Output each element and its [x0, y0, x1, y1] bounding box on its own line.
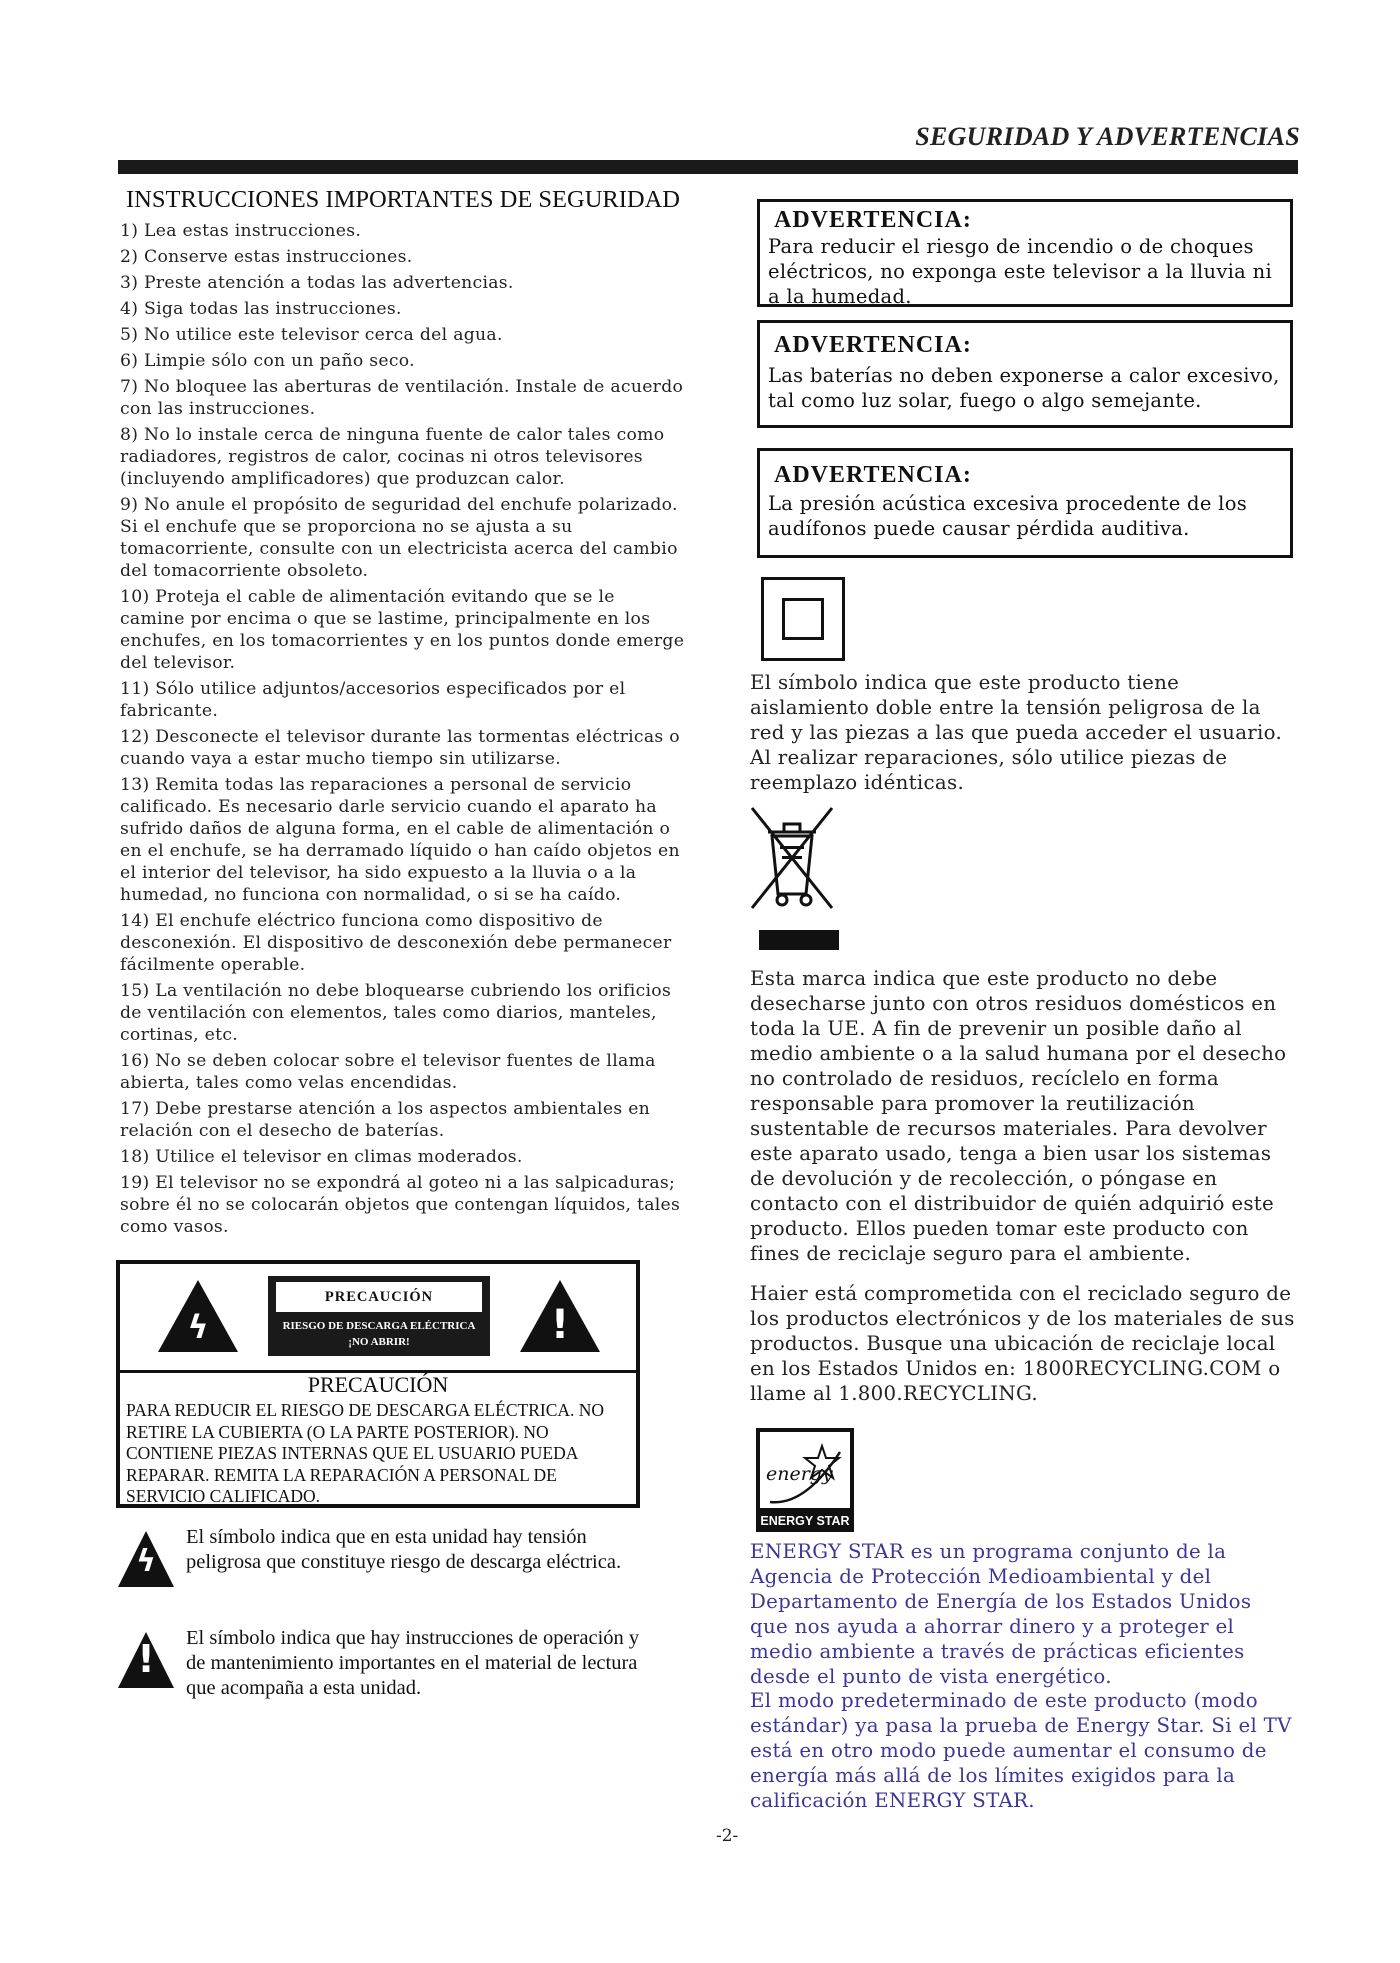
- list-item: 9) No anule el propósito de seguridad del enchufe polarizado. Si el enchufe que se proporciona no se ajusta a su tomacorriente, consulte con un electricista acerca del cambio del tomacorriente obsoleto.: [120, 495, 678, 581]
- warning-title: ADVERTENCIA:: [774, 462, 972, 488]
- lightning-warning-icon: ϟ: [158, 1280, 238, 1352]
- list-item: 7) No bloquee las aberturas de ventilación. Instale de acuerdo con las instrucciones.: [120, 377, 684, 419]
- warning-box-batteries: [757, 320, 1293, 428]
- weee-text: Esta marca indica que este producto no debe desecharse junto con otros residuos domésticos en toda la UE. A fin de prevenir un posible daño al medio ambiente o a la salud humana por el desecho no controlado de residuos, recíclelo en forma responsable para promover la reutilización sustentable de recursos materiales. Para devolver este aparato usado, tenga a bien usar los sistemas de devolución y de recolección, o póngase en contacto con el distribuidor de quién adquirió este producto. Ellos pueden tomar este producto con fines de reciclaje seguro para el ambiente.: [750, 967, 1287, 1265]
- page-header-title: SEGURIDAD Y ADVERTENCIAS: [915, 122, 1300, 151]
- warning-text: Las baterías no deben exponerse a calor excesivo, tal como luz solar, fuego o algo semejante.: [768, 364, 1280, 412]
- lightning-symbol-text: El símbolo indica que en esta unidad hay tensión peligrosa que constituye riesgo de descarga eléctrica.: [186, 1526, 622, 1573]
- warning-text: Para reducir el riesgo de incendio o de choques eléctricos, no exponga este televisor a la lluvia ni a la humedad.: [768, 235, 1273, 308]
- exclamation-warning-icon: !: [118, 1632, 174, 1688]
- warning-title: ADVERTENCIA:: [774, 332, 972, 358]
- bin-underline-bar: [759, 930, 839, 950]
- warning-box-headphones: [757, 448, 1293, 558]
- lightning-symbol-explanation: [118, 1525, 658, 1605]
- list-item: 19) El televisor no se expondrá al goteo ni a las salpicaduras; sobre él no se colocarán objetos que contengan líquidos, tales como vasos.: [120, 1173, 681, 1237]
- exclamation-symbol-explanation: [118, 1626, 658, 1706]
- list-item: 17) Debe prestarse atención a los aspectos ambientales en relación con el desecho de baterías.: [120, 1099, 651, 1141]
- lightning-warning-icon: ϟ: [118, 1531, 174, 1587]
- exclamation-warning-icon: !: [520, 1280, 600, 1352]
- list-item: 13) Remita todas las reparaciones a personal de servicio calificado. Es necesario darle servicio cuando el aparato ha sufrido daños de alguna forma, en el cable de alimentación o en el enchufe, se ha derramado líquido o han caído objetos en el interior del televisor, ha sido expuesto a la lluvia o a la humedad, no funciona con normalidad, o si se ha caído.: [120, 775, 680, 905]
- energy-star-label: ENERGY STAR: [760, 1514, 850, 1528]
- instructions-heading: INSTRUCCIONES IMPORTANTES DE SEGURIDAD: [126, 186, 680, 213]
- caution-label-row: [120, 1264, 636, 1373]
- caution-text: PARA REDUCIR EL RIESGO DE DESCARGA ELÉCTRICA. NO RETIRE LA CUBIERTA (O LA PARTE POSTERIOR). NO CONTIENE PIEZAS INTERNAS QUE EL USUARIO PUEDA REPARAR. REMITA LA REPARACIÓN A PERSONAL DE SERVICIO CALIFICADO.: [126, 1400, 605, 1506]
- warning-box-rain: [757, 199, 1293, 307]
- list-item: 16) No se deben colocar sobre el televisor fuentes de llama abierta, tales como velas encendidas.: [120, 1051, 656, 1093]
- haier-recycling-text: Haier está comprometida con el reciclado seguro de los productos electrónicos y de los materiales de sus productos. Busque una ubicación de reciclaje local en los Estados Unidos en: 1800RECYCLING.COM o llame al 1.800.RECYCLING.: [750, 1282, 1295, 1405]
- caution-label-title: PRECAUCIÓN: [276, 1282, 482, 1312]
- energy-star-icon: [760, 1432, 850, 1508]
- energy-star-logo: [756, 1428, 854, 1532]
- list-item: 11) Sólo utilice adjuntos/accesorios especificados por el fabricante.: [120, 679, 626, 721]
- list-item: 12) Desconecte el televisor durante las tormentas eléctricas o cuando vaya a estar mucho tiempo sin utilizarse.: [120, 727, 680, 769]
- energy-star-text-2: El modo predeterminado de este producto (modo estándar) ya pasa la prueba de Energy Star. Si el TV está en otro modo puede aumentar el consumo de energía más allá de los límites exigidos para la calificación ENERGY STAR.: [750, 1689, 1292, 1812]
- warning-title: ADVERTENCIA:: [774, 207, 972, 233]
- double-insulation-text: El símbolo indica que este producto tiene aislamiento doble entre la tensión peligrosa de la red y las piezas a las que pueda acceder el usuario. Al realizar reparaciones, sólo utilice piezas de reemplazo idénticas.: [750, 671, 1283, 794]
- list-item: 8) No lo instale cerca de ninguna fuente de calor tales como radiadores, registros de calor, cocinas ni otros televisores (incluyendo amplificadores) que produzcan calor.: [120, 425, 665, 489]
- caution-label-subtitle: [268, 1318, 490, 1350]
- caution-heading: PRECAUCIÓN: [307, 1372, 449, 1397]
- warning-text: La presión acústica excesiva procedente de los audífonos puede causar pérdida auditiva.: [768, 492, 1248, 540]
- list-item: 15) La ventilación no debe bloquearse cubriendo los orificios de ventilación con elementos, tales como diarios, manteles, cortinas, etc.: [120, 981, 672, 1045]
- list-item: 3) Preste atención a todas las advertencias.: [120, 273, 514, 293]
- page-number: -2-: [716, 1826, 739, 1846]
- crossed-bin-icon: [748, 806, 836, 910]
- list-item: 18) Utilice el televisor en climas moderados.: [120, 1147, 523, 1167]
- instructions-list: [120, 220, 685, 1238]
- list-item: 1) Lea estas instrucciones.: [120, 221, 362, 241]
- header-rule: [118, 160, 1298, 174]
- caution-label-line1: RIESGO DE DESCARGA ELÉCTRICA: [282, 1320, 476, 1332]
- list-item: 5) No utilice este televisor cerca del agua.: [120, 325, 503, 345]
- caution-label: [268, 1276, 490, 1356]
- caution-box: [116, 1260, 640, 1508]
- list-item: 2) Conserve estas instrucciones.: [120, 247, 413, 267]
- list-item: 14) El enchufe eléctrico funciona como dispositivo de desconexión. El dispositivo de desconexión debe permanecer fácilmente operable.: [120, 911, 672, 975]
- list-item: 4) Siga todas las instrucciones.: [120, 299, 402, 319]
- caution-label-line2: ¡NO ABRIR!: [348, 1336, 410, 1348]
- safety-instructions-section: [120, 186, 685, 1242]
- list-item: 10) Proteja el cable de alimentación evitando que se le camine por encima o que se lastime, principalmente en los enchufes, en los tomacorrientes y en los puntos donde emerge del televisor.: [120, 587, 685, 673]
- energy-star-text-1: ENERGY STAR es un programa conjunto de la Agencia de Protección Medioambiental y del Departamento de Energía de los Estados Unidos que nos ayuda a ahorrar dinero y a proteger el medio ambiente a través de prácticas eficientes desde el punto de vista energético.: [750, 1540, 1252, 1688]
- exclamation-symbol-text: El símbolo indica que hay instrucciones de operación y de mantenimiento importantes en el material de lectura que acompaña a esta unidad.: [186, 1627, 640, 1699]
- list-item: 6) Limpie sólo con un paño seco.: [120, 351, 415, 371]
- energy-star-script-text: energy: [766, 1463, 833, 1485]
- double-insulation-icon: [761, 577, 845, 661]
